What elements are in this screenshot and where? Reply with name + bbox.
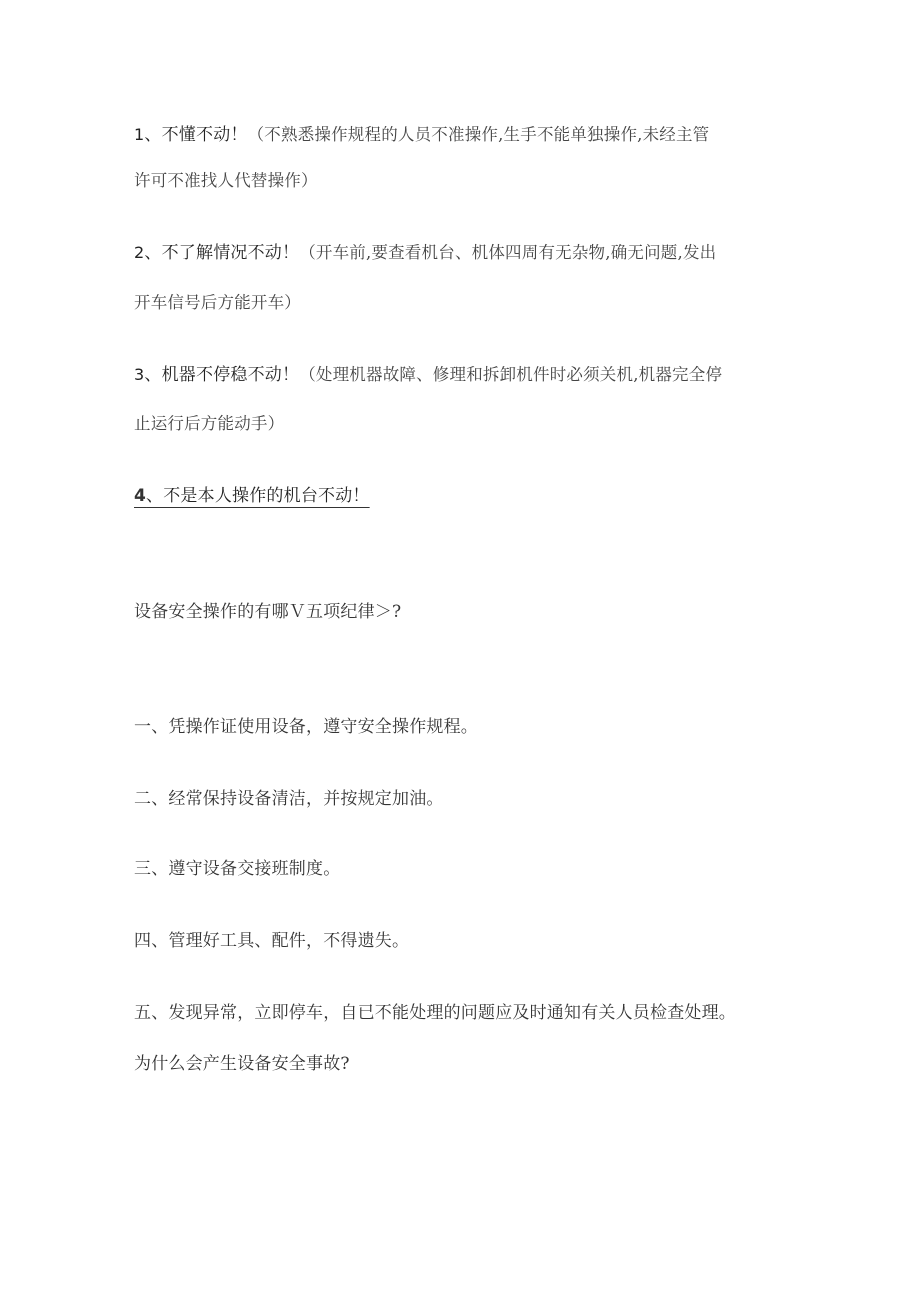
rule-number: 4 (134, 486, 147, 506)
rule-heading: 、不懂不动！ (144, 125, 248, 145)
rule-heading: 、不了解情况不动！ (144, 243, 300, 263)
rule-number: 3 (134, 365, 145, 384)
rule-note: （不熟悉操作规程的人员不准操作,生手不能单独操作,未经主管 (247, 125, 710, 144)
rule-1-line-2 (134, 170, 318, 192)
rule-heading: 、机器不停稳不动！ (144, 365, 300, 385)
question-heading: 为什么会产生设备安全事故? (134, 1054, 350, 1074)
rule-heading: 、不是本人操作的机台不动！ (146, 486, 370, 506)
rule-note-continued: 止运行后方能动手） (134, 414, 285, 433)
rule-note-continued: 许可不准找人代替操作） (134, 171, 318, 190)
rule-note: （开车前,要查看机台、机体四周有无杂物,确无问题,发出 (299, 243, 717, 262)
rule-note-continued: 开车信号后方能开车） (134, 293, 301, 312)
discipline-item: 四、管理好工具、配件，不得遗失。 (134, 931, 410, 951)
question-heading: 设备安全操作的有哪Ｖ五项纪律＞? (134, 602, 402, 622)
discipline-item: 二、经常保持设备清洁，并按规定加油。 (134, 789, 444, 809)
discipline-item: 五、发现异常，立即停车，自已不能处理的问题应及时通知有关人员检查处理。 (134, 1003, 736, 1023)
rule-note: （处理机器故障、修理和拆卸机件时必须关机,机器完全停 (299, 365, 723, 384)
rule-number: 2 (134, 243, 145, 262)
rule-number: 1 (134, 125, 145, 144)
rule-2-line-2 (134, 292, 301, 314)
rule-2-line-1 (134, 242, 716, 264)
discipline-item: 一、凭操作证使用设备，遵守安全操作规程。 (134, 717, 478, 737)
rule-4-line (134, 485, 370, 507)
rule-3-line-1 (134, 364, 722, 386)
discipline-item: 三、遵守设备交接班制度。 (134, 859, 341, 879)
rule-3-line-2 (134, 413, 284, 435)
rule-1-line-1 (134, 124, 709, 146)
